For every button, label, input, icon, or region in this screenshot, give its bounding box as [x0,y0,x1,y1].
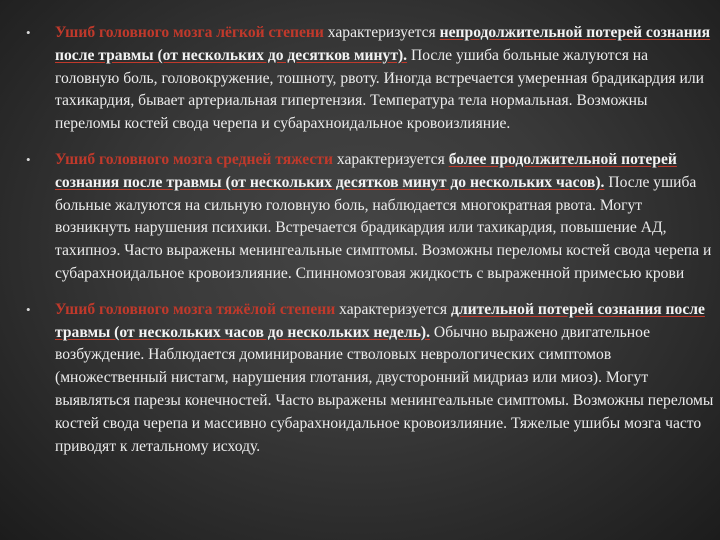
bullet-mild-contusion [26,22,716,136]
bullet-moderate-contusion [26,149,716,286]
term-severe: Ушиб головного мозга тяжёлой степени [55,300,336,318]
lead-text: характеризуется [335,300,451,318]
lead-text: характеризуется [323,24,440,41]
bullet-list [26,22,716,471]
bullet-severe-contusion [26,299,716,459]
emphasis-mild: непродолжительной потерей сознания после травмы (от нескольких до десятков минут). [55,24,711,64]
emphasis-severe: длительной потерей сознания после травмы (от нескольких часов до нескольких недель). [55,300,705,341]
term-mild: Ушиб головного мозга лёгкой степени [55,24,324,41]
body-text-severe: Обычно выражено двигательное возбуждение. Наблюдается доминирование стволовых неврологических симптомов (множественный нистагм, нарушения глотания, двусторонний мидриаз или миоз). Могут выявляться парезы конечностей. Часто выражены менингеальные симптомы. Возможны переломы костей свода черепа и массивно субарахноидальное кровоизлияние. Тяжелые ушибы мозга часто приводят к летальному исходу. [55,323,714,455]
bullet-icon: • [26,151,31,167]
body-text-moderate: После ушиба больные жалуются на сильную головную боль, наблюдается многократная рвота. Могут возникнуть нарушения психики. Встречается брадикардия или тахикардия, повышение АД, тахипноэ. Часто выражены менингеальные симптомы. Возможны переломы костей свода черепа и субарахноидальное кровоизлияние. Спинномозговая жидкость с выраженной примесью крови [55,173,712,282]
body-text-mild: После ушиба больные жалуются на головную боль, головокружение, тошноту, рвоту. Иногда встречается умеренная брадикардия или тахикардия, бывает артериальная гипертензия. Температура тела нормальная. Возможны переломы костей свода черепа и субарахноидальное кровоизлияние. [55,46,704,133]
bullet-icon: • [26,25,31,40]
lead-text: характеризуется [332,150,449,168]
emphasis-moderate: более продолжительной потерей сознания после травмы (от нескольких десятков минут до нескольких часов). [55,150,677,191]
bullet-icon: • [26,301,31,317]
term-moderate: Ушиб головного мозга средней тяжести [55,150,333,168]
